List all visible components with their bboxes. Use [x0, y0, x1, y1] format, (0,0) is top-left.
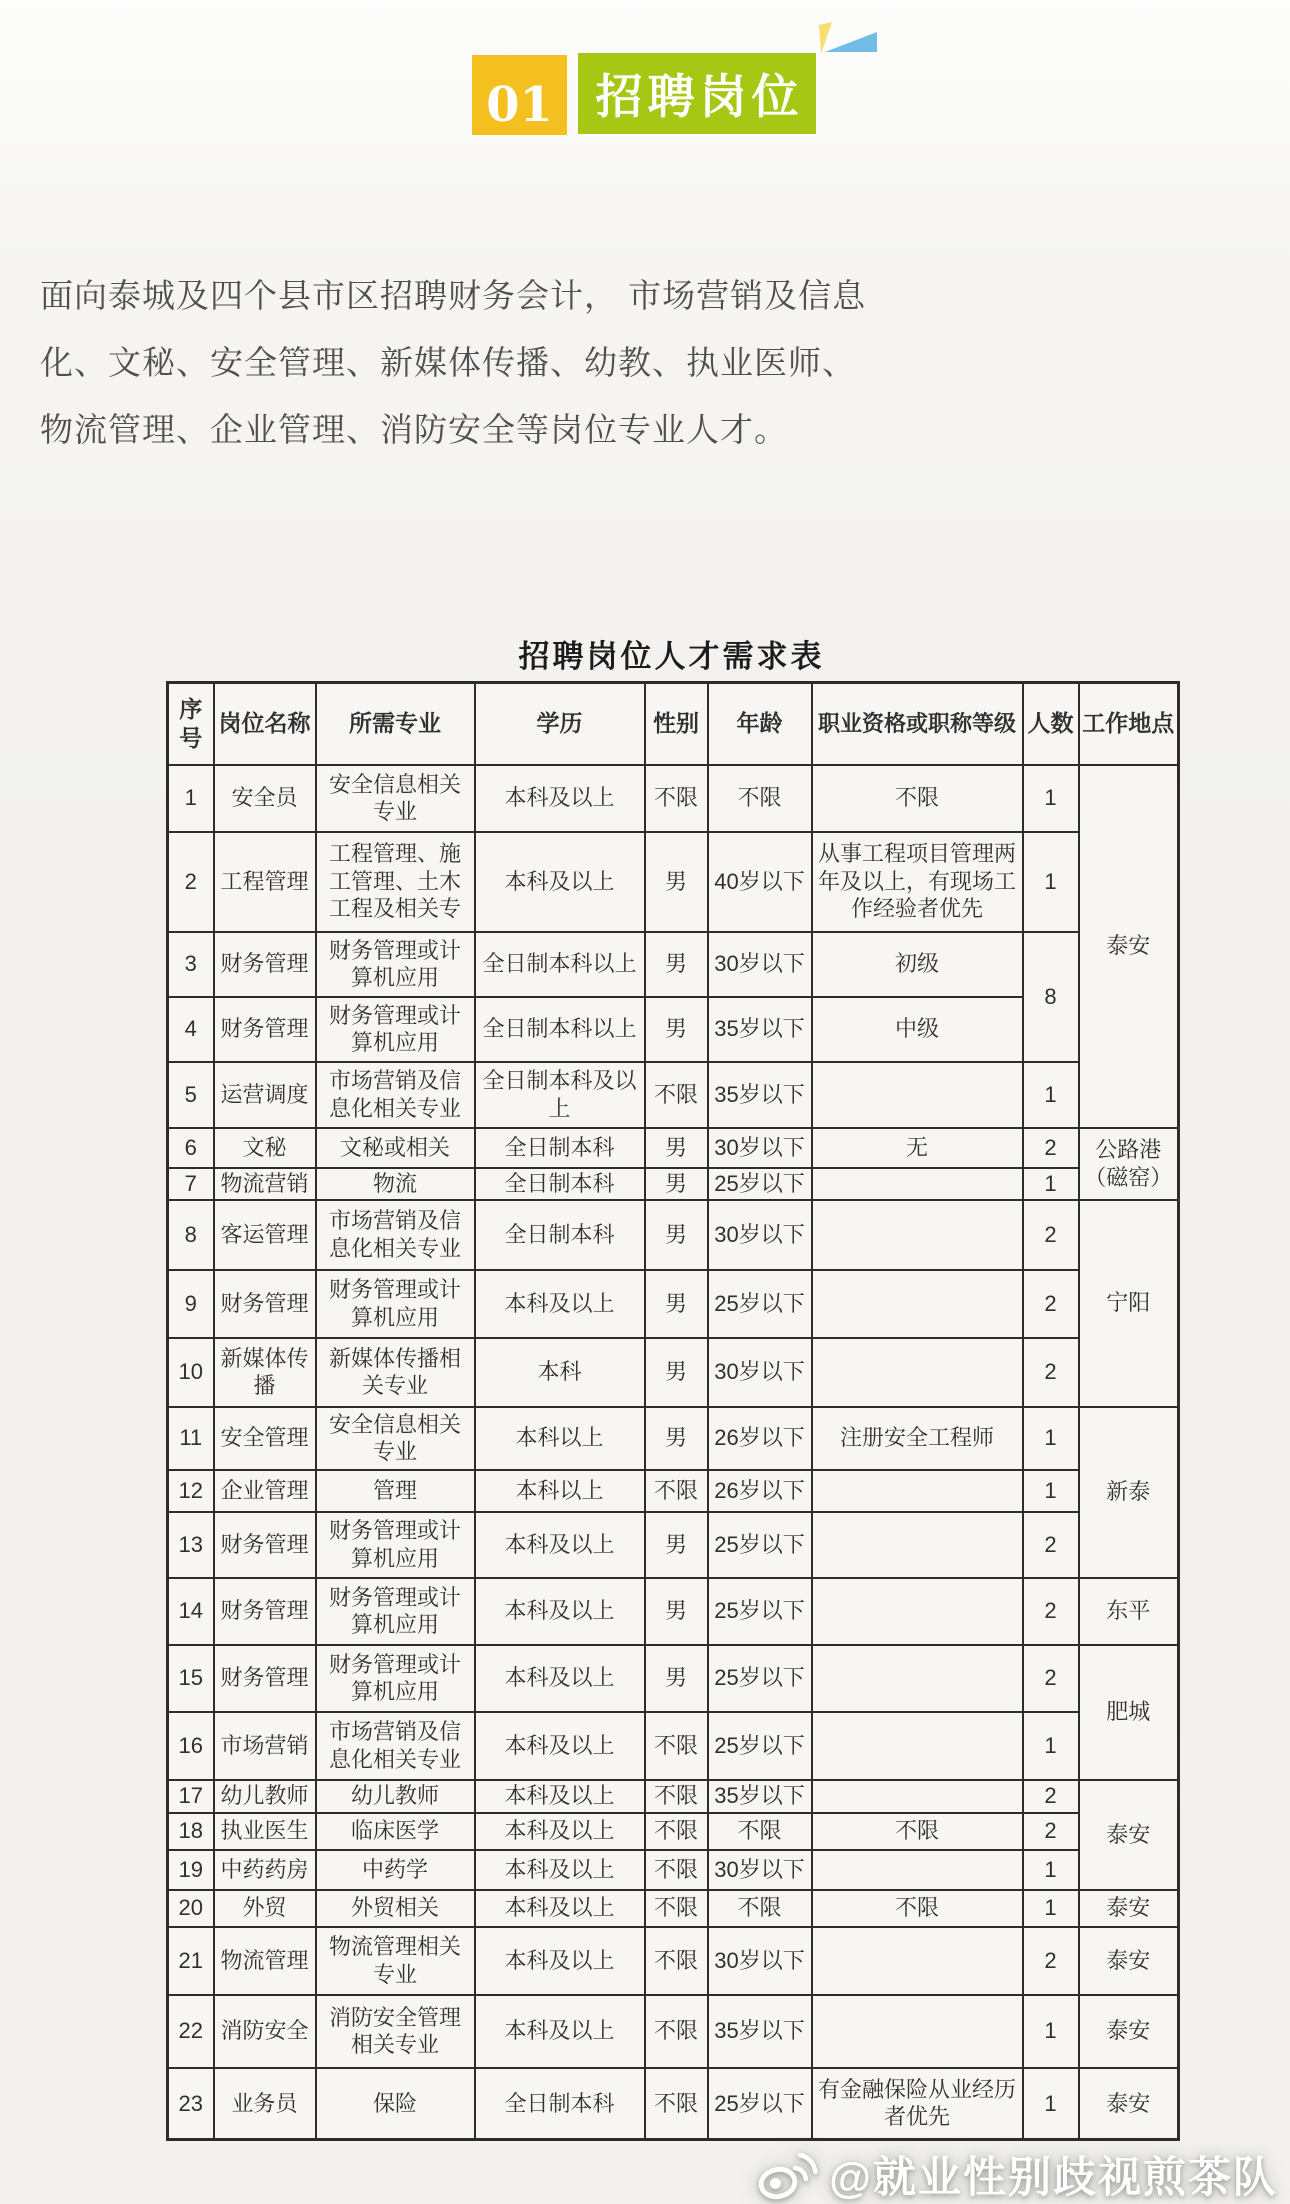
cell-age: 不限	[708, 765, 812, 832]
cell-headcount: 1	[1023, 832, 1079, 932]
cell-degree: 全日制本科	[475, 2068, 645, 2140]
cell-serial: 10	[168, 1338, 214, 1407]
cell-major: 物流	[316, 1168, 475, 1200]
cell-headcount: 2	[1023, 1813, 1079, 1850]
cell-gender: 不限	[645, 1780, 708, 1813]
cell-location: 泰安	[1079, 1890, 1179, 1927]
cell-degree: 本科及以上	[475, 1890, 645, 1927]
cell-position: 企业管理	[214, 1470, 316, 1512]
cell-headcount: 1	[1023, 765, 1079, 832]
watermark	[755, 2144, 1278, 2204]
cell-gender: 男	[645, 1270, 708, 1338]
table-row	[168, 1645, 1179, 1712]
cell-major: 中药学	[316, 1850, 475, 1890]
cell-serial: 13	[168, 1512, 214, 1578]
table-row	[168, 832, 1179, 932]
col-header-location: 工作地点	[1079, 683, 1179, 765]
col-header-position: 岗位名称	[214, 683, 316, 765]
cell-headcount: 2	[1023, 1338, 1079, 1407]
intro-line: 物流管理、企业管理、消防安全等岗位专业人才。	[40, 411, 788, 448]
table-row	[168, 1813, 1179, 1850]
table-row	[168, 1712, 1179, 1780]
cell-position: 客运管理	[214, 1200, 316, 1270]
cell-major: 财务管理或计算机应用	[316, 997, 475, 1062]
recruitment-table	[166, 681, 1180, 2141]
cell-age: 不限	[708, 1813, 812, 1850]
cell-headcount: 1	[1023, 1407, 1079, 1470]
cell-serial: 9	[168, 1270, 214, 1338]
table-row	[168, 1850, 1179, 1890]
col-header-headcount: 人数	[1023, 683, 1079, 765]
cell-major: 新媒体传播相关专业	[316, 1338, 475, 1407]
cell-major: 幼儿教师	[316, 1780, 475, 1813]
cell-qualification: 有金融保险从业经历者优先	[812, 2068, 1023, 2140]
table-row	[168, 1995, 1179, 2068]
cell-degree: 本科及以上	[475, 1927, 645, 1995]
cell-age: 25岁以下	[708, 1512, 812, 1578]
cell-position: 文秘	[214, 1128, 316, 1168]
cell-position: 市场营销	[214, 1712, 316, 1780]
cell-headcount: 1	[1023, 1470, 1079, 1512]
cell-degree: 本科及以上	[475, 1645, 645, 1712]
cell-degree: 本科及以上	[475, 1813, 645, 1850]
col-header-gender: 性别	[645, 683, 708, 765]
cell-headcount: 1	[1023, 1995, 1079, 2068]
cell-serial: 14	[168, 1578, 214, 1645]
cell-location: 肥城	[1079, 1645, 1179, 1780]
table-row	[168, 1578, 1179, 1645]
table-row	[168, 1927, 1179, 1995]
cell-major: 财务管理或计算机应用	[316, 1578, 475, 1645]
cell-gender: 不限	[645, 765, 708, 832]
cell-major: 消防安全管理相关专业	[316, 1995, 475, 2068]
cell-position: 外贸	[214, 1890, 316, 1927]
cell-position: 运营调度	[214, 1062, 316, 1128]
cell-position: 物流营销	[214, 1168, 316, 1200]
cell-gender: 男	[645, 832, 708, 932]
cell-age: 30岁以下	[708, 932, 812, 997]
cell-headcount: 2	[1023, 1927, 1079, 1995]
cell-qualification: 无	[812, 1128, 1023, 1168]
cell-degree: 本科以上	[475, 1470, 645, 1512]
cell-gender: 不限	[645, 1712, 708, 1780]
cell-headcount: 1	[1023, 1850, 1079, 1890]
cell-major: 财务管理或计算机应用	[316, 1270, 475, 1338]
cell-serial: 6	[168, 1128, 214, 1168]
cell-age: 30岁以下	[708, 1927, 812, 1995]
cell-position: 物流管理	[214, 1927, 316, 1995]
cell-gender: 不限	[645, 1890, 708, 1927]
col-header-qualification: 职业资格或职称等级	[812, 683, 1023, 765]
cell-major: 物流管理相关专业	[316, 1927, 475, 1995]
cell-age: 26岁以下	[708, 1407, 812, 1470]
cell-major: 保险	[316, 2068, 475, 2140]
cell-headcount: 2	[1023, 1512, 1079, 1578]
cell-major: 安全信息相关专业	[316, 765, 475, 832]
table-row	[168, 1407, 1179, 1470]
intro-line: 面向泰城及四个县市区招聘财务会计， 市场营销及信息	[40, 277, 867, 314]
cell-age: 35岁以下	[708, 1780, 812, 1813]
cell-major: 财务管理或计算机应用	[316, 1645, 475, 1712]
cell-qualification	[812, 1062, 1023, 1128]
cell-age: 30岁以下	[708, 1128, 812, 1168]
cell-qualification	[812, 1712, 1023, 1780]
cell-qualification	[812, 1995, 1023, 2068]
cell-gender: 男	[645, 932, 708, 997]
cell-qualification: 从事工程项目管理两年及以上，有现场工作经验者优先	[812, 832, 1023, 932]
cell-headcount: 2	[1023, 1645, 1079, 1712]
cell-major: 文秘或相关	[316, 1128, 475, 1168]
cell-serial: 8	[168, 1200, 214, 1270]
cell-headcount: 1	[1023, 1890, 1079, 1927]
cell-qualification	[812, 1850, 1023, 1890]
cell-major: 管理	[316, 1470, 475, 1512]
cell-serial: 3	[168, 932, 214, 997]
cell-gender: 不限	[645, 1995, 708, 2068]
cell-serial: 17	[168, 1780, 214, 1813]
cell-age: 25岁以下	[708, 2068, 812, 2140]
cell-degree: 本科以上	[475, 1407, 645, 1470]
cell-serial: 16	[168, 1712, 214, 1780]
cell-position: 工程管理	[214, 832, 316, 932]
cell-degree: 本科及以上	[475, 765, 645, 832]
table-row	[168, 932, 1179, 997]
cell-age: 26岁以下	[708, 1470, 812, 1512]
cell-gender: 不限	[645, 1927, 708, 1995]
cell-headcount: 1	[1023, 1062, 1079, 1128]
cell-headcount: 8	[1023, 932, 1079, 1062]
cell-qualification	[812, 1338, 1023, 1407]
cell-gender: 男	[645, 1128, 708, 1168]
cell-age: 35岁以下	[708, 1995, 812, 2068]
table-row	[168, 1890, 1179, 1927]
cell-major: 市场营销及信息化相关专业	[316, 1062, 475, 1128]
cell-qualification	[812, 1470, 1023, 1512]
cell-gender: 男	[645, 1512, 708, 1578]
cell-position: 财务管理	[214, 1645, 316, 1712]
cell-qualification: 中级	[812, 997, 1023, 1062]
cell-position: 消防安全	[214, 1995, 316, 2068]
cell-gender: 男	[645, 1407, 708, 1470]
table-header-row	[168, 683, 1179, 765]
cell-position: 财务管理	[214, 1270, 316, 1338]
cell-age: 25岁以下	[708, 1578, 812, 1645]
cell-qualification	[812, 1270, 1023, 1338]
cell-position: 安全员	[214, 765, 316, 832]
cell-serial: 19	[168, 1850, 214, 1890]
cell-location: 泰安	[1079, 1780, 1179, 1890]
cell-major: 外贸相关	[316, 1890, 475, 1927]
cell-serial: 22	[168, 1995, 214, 2068]
cell-degree: 本科及以上	[475, 1850, 645, 1890]
cell-gender: 不限	[645, 1813, 708, 1850]
table-row	[168, 1780, 1179, 1813]
watermark-handle: @就业性别歧视煎茶队	[829, 2154, 1278, 2202]
cell-degree: 本科及以上	[475, 1995, 645, 2068]
col-header-serial: 序号	[168, 683, 214, 765]
table-row	[168, 1270, 1179, 1338]
cell-headcount: 2	[1023, 1200, 1079, 1270]
cell-age: 30岁以下	[708, 1200, 812, 1270]
cell-degree: 本科及以上	[475, 1578, 645, 1645]
table-title: 招聘岗位人才需求表	[518, 639, 825, 674]
cell-age: 30岁以下	[708, 1338, 812, 1407]
cell-serial: 2	[168, 832, 214, 932]
cell-position: 安全管理	[214, 1407, 316, 1470]
table-row	[168, 1470, 1179, 1512]
cell-major: 安全信息相关专业	[316, 1407, 475, 1470]
cell-gender: 不限	[645, 1850, 708, 1890]
intro-line: 化、文秘、安全管理、新媒体传播、幼教、执业医师、	[40, 344, 856, 381]
cell-age: 25岁以下	[708, 1645, 812, 1712]
cell-qualification: 注册安全工程师	[812, 1407, 1023, 1470]
cell-qualification	[812, 1645, 1023, 1712]
cell-degree: 全日制本科	[475, 1128, 645, 1168]
cell-qualification: 初级	[812, 932, 1023, 997]
cell-qualification: 不限	[812, 1890, 1023, 1927]
cell-location: 泰安	[1079, 1927, 1179, 1995]
cell-position: 财务管理	[214, 997, 316, 1062]
cell-qualification	[812, 1780, 1023, 1813]
cell-age: 不限	[708, 1890, 812, 1927]
cell-serial: 12	[168, 1470, 214, 1512]
cell-headcount: 1	[1023, 2068, 1079, 2140]
cell-degree: 本科	[475, 1338, 645, 1407]
cell-gender: 男	[645, 997, 708, 1062]
cell-gender: 男	[645, 1168, 708, 1200]
cell-age: 30岁以下	[708, 1850, 812, 1890]
cell-degree: 全日制本科以上	[475, 997, 645, 1062]
cell-degree: 全日制本科及以上	[475, 1062, 645, 1128]
weibo-icon	[755, 2148, 819, 2202]
cell-headcount: 2	[1023, 1128, 1079, 1168]
cell-position: 中药药房	[214, 1850, 316, 1890]
cell-serial: 21	[168, 1927, 214, 1995]
cell-degree: 全日制本科	[475, 1200, 645, 1270]
cell-gender: 男	[645, 1200, 708, 1270]
cell-serial: 23	[168, 2068, 214, 2140]
cell-major: 财务管理或计算机应用	[316, 932, 475, 997]
table-row	[168, 1062, 1179, 1128]
cell-serial: 7	[168, 1168, 214, 1200]
cell-serial: 18	[168, 1813, 214, 1850]
cell-location: 东平	[1079, 1578, 1179, 1645]
cell-qualification: 不限	[812, 1813, 1023, 1850]
cell-major: 市场营销及信息化相关专业	[316, 1712, 475, 1780]
cell-major: 临床医学	[316, 1813, 475, 1850]
cell-major: 市场营销及信息化相关专业	[316, 1200, 475, 1270]
cell-position: 财务管理	[214, 932, 316, 997]
table-row	[168, 1168, 1179, 1200]
cell-location: 泰安	[1079, 1995, 1179, 2068]
cell-serial: 1	[168, 765, 214, 832]
cell-age: 25岁以下	[708, 1270, 812, 1338]
cell-age: 35岁以下	[708, 1062, 812, 1128]
cell-degree: 本科及以上	[475, 1712, 645, 1780]
cell-position: 新媒体传播	[214, 1338, 316, 1407]
cell-headcount: 1	[1023, 1168, 1079, 1200]
cell-serial: 11	[168, 1407, 214, 1470]
cell-serial: 20	[168, 1890, 214, 1927]
cell-position: 财务管理	[214, 1578, 316, 1645]
cell-age: 35岁以下	[708, 997, 812, 1062]
cell-degree: 本科及以上	[475, 1512, 645, 1578]
cell-gender: 男	[645, 1578, 708, 1645]
cell-degree: 本科及以上	[475, 832, 645, 932]
table-row	[168, 1338, 1179, 1407]
cell-gender: 男	[645, 1645, 708, 1712]
triangle-decoration-icon	[806, 14, 884, 58]
intro-paragraph	[40, 262, 910, 463]
cell-location: 宁阳	[1079, 1200, 1179, 1407]
table-row	[168, 1512, 1179, 1578]
cell-qualification	[812, 1168, 1023, 1200]
cell-position: 财务管理	[214, 1512, 316, 1578]
col-header-major: 所需专业	[316, 683, 475, 765]
cell-qualification	[812, 1927, 1023, 1995]
cell-age: 25岁以下	[708, 1168, 812, 1200]
cell-degree: 本科及以上	[475, 1780, 645, 1813]
cell-location: 公路港（磁窑）	[1079, 1128, 1179, 1200]
table-row	[168, 2068, 1179, 2140]
cell-degree: 全日制本科以上	[475, 932, 645, 997]
table-row	[168, 765, 1179, 832]
cell-serial: 5	[168, 1062, 214, 1128]
cell-serial: 4	[168, 997, 214, 1062]
cell-degree: 本科及以上	[475, 1270, 645, 1338]
cell-qualification: 不限	[812, 765, 1023, 832]
col-header-age: 年龄	[708, 683, 812, 765]
cell-position: 执业医生	[214, 1813, 316, 1850]
cell-degree: 全日制本科	[475, 1168, 645, 1200]
col-header-degree: 学历	[475, 683, 645, 765]
cell-serial: 15	[168, 1645, 214, 1712]
cell-gender: 不限	[645, 2068, 708, 2140]
cell-gender: 不限	[645, 1470, 708, 1512]
table-row	[168, 1128, 1179, 1168]
section-number-badge: 01	[472, 55, 567, 135]
table-row	[168, 1200, 1179, 1270]
cell-location: 泰安	[1079, 765, 1179, 1128]
cell-headcount: 2	[1023, 1578, 1079, 1645]
cell-major: 工程管理、施工管理、土木工程及相关专	[316, 832, 475, 932]
cell-headcount: 1	[1023, 1712, 1079, 1780]
cell-headcount: 2	[1023, 1780, 1079, 1813]
cell-position: 幼儿教师	[214, 1780, 316, 1813]
cell-major: 财务管理或计算机应用	[316, 1512, 475, 1578]
cell-gender: 男	[645, 1338, 708, 1407]
cell-position: 业务员	[214, 2068, 316, 2140]
cell-headcount: 2	[1023, 1270, 1079, 1338]
cell-age: 25岁以下	[708, 1712, 812, 1780]
section-title-badge: 招聘岗位	[578, 53, 816, 134]
cell-gender: 不限	[645, 1062, 708, 1128]
cell-location: 新泰	[1079, 1407, 1179, 1578]
cell-qualification	[812, 1200, 1023, 1270]
cell-location: 泰安	[1079, 2068, 1179, 2140]
cell-qualification	[812, 1578, 1023, 1645]
cell-qualification	[812, 1512, 1023, 1578]
cell-age: 40岁以下	[708, 832, 812, 932]
